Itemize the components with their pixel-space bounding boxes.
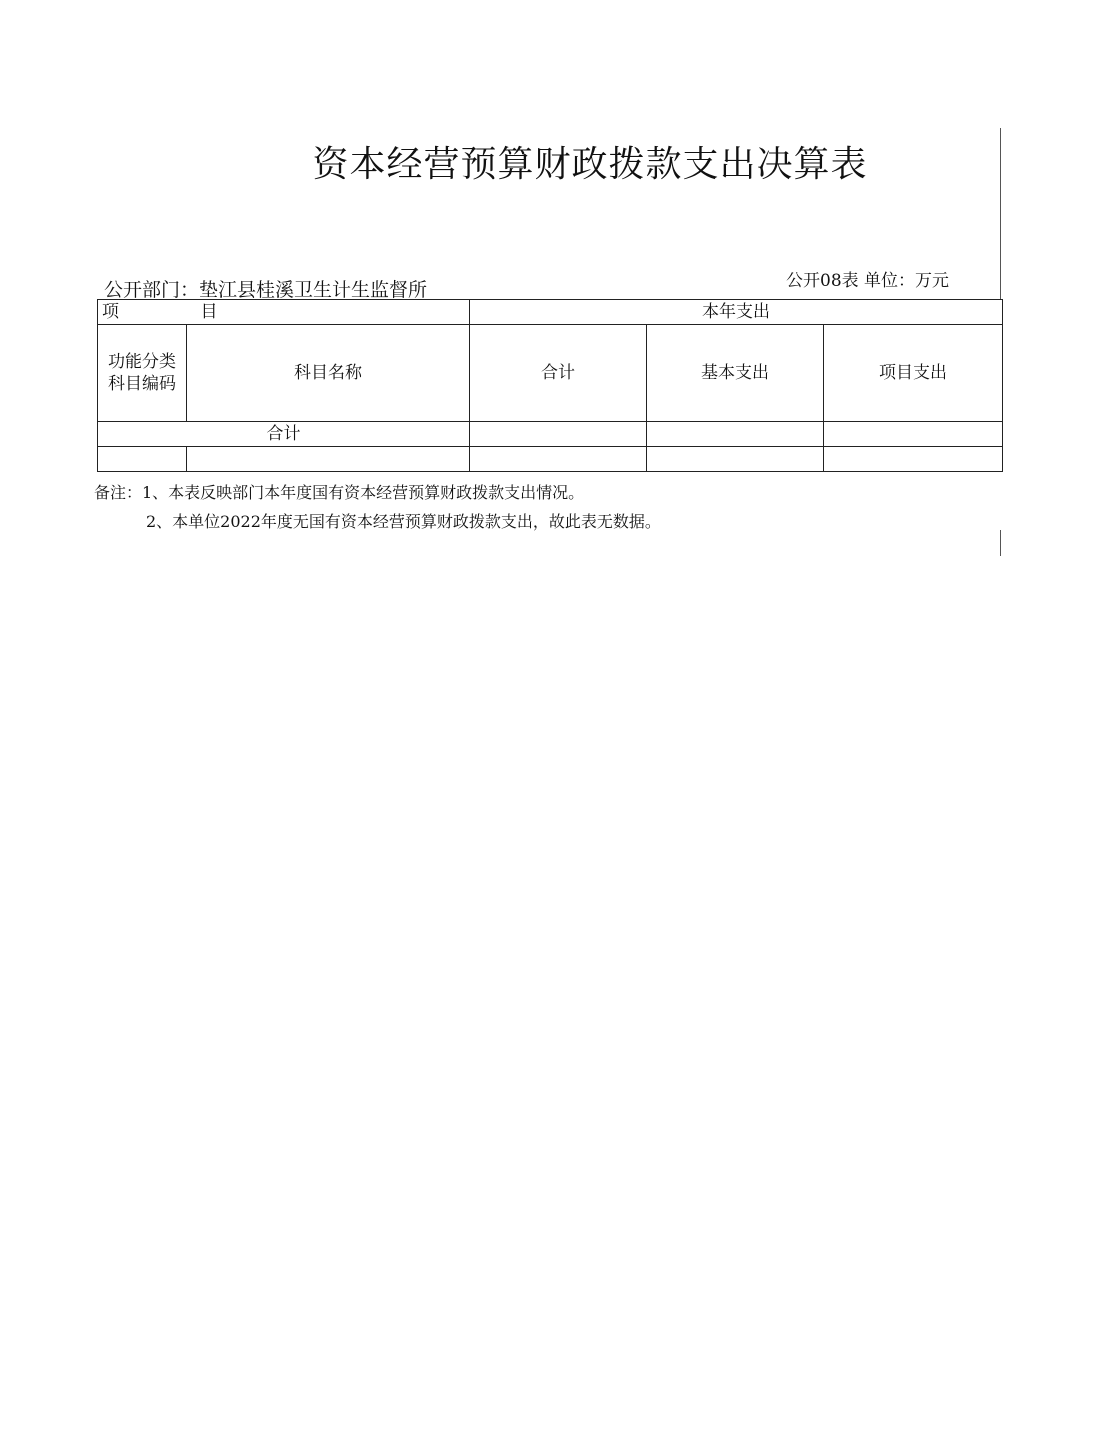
- header-item-left: 项: [102, 302, 119, 322]
- header-basic: 基本支出: [647, 325, 824, 422]
- note-line-2: 2、本单位2022年度无国有资本经营预算财政拨款支出，故此表无数据。: [146, 512, 661, 531]
- total-basic: [647, 422, 824, 447]
- table-unit-label: 公开08表 单位：万元: [786, 271, 950, 291]
- total-amount: [470, 422, 647, 447]
- header-this-year: 本年支出: [470, 300, 1003, 325]
- header-row-1: [98, 300, 1003, 325]
- header-code-cell: [98, 325, 187, 422]
- header-row-2: [98, 325, 1003, 422]
- header-name: 科目名称: [187, 325, 470, 422]
- row-name: [187, 447, 470, 472]
- header-item-right: 目: [200, 302, 218, 322]
- header-total: 合计: [470, 325, 647, 422]
- note-line-1: 备注：1、本表反映部门本年度国有资本经营预算财政拨款支出情况。: [94, 483, 585, 502]
- right-border-rule-lower: [1000, 530, 1001, 556]
- header-code-line2: 科目编码: [108, 374, 176, 394]
- row-basic: [647, 447, 824, 472]
- row-project: [824, 447, 1003, 472]
- header-code-line1: 功能分类: [108, 352, 176, 372]
- budget-table: [97, 299, 1003, 472]
- row-total: [470, 447, 647, 472]
- header-project: 项目支出: [824, 325, 1003, 422]
- right-border-rule: [1000, 128, 1001, 300]
- header-item-cell: [98, 300, 470, 325]
- total-project: [824, 422, 1003, 447]
- table-row: [98, 447, 1003, 472]
- page-title: 资本经营预算财政拨款支出决算表: [312, 144, 868, 185]
- notes: [94, 478, 661, 536]
- row-code: [98, 447, 187, 472]
- total-row: [98, 422, 1003, 447]
- department-label: 公开部门：垫江县桂溪卫生计生监督所: [104, 279, 428, 301]
- total-label: 合计: [98, 422, 470, 447]
